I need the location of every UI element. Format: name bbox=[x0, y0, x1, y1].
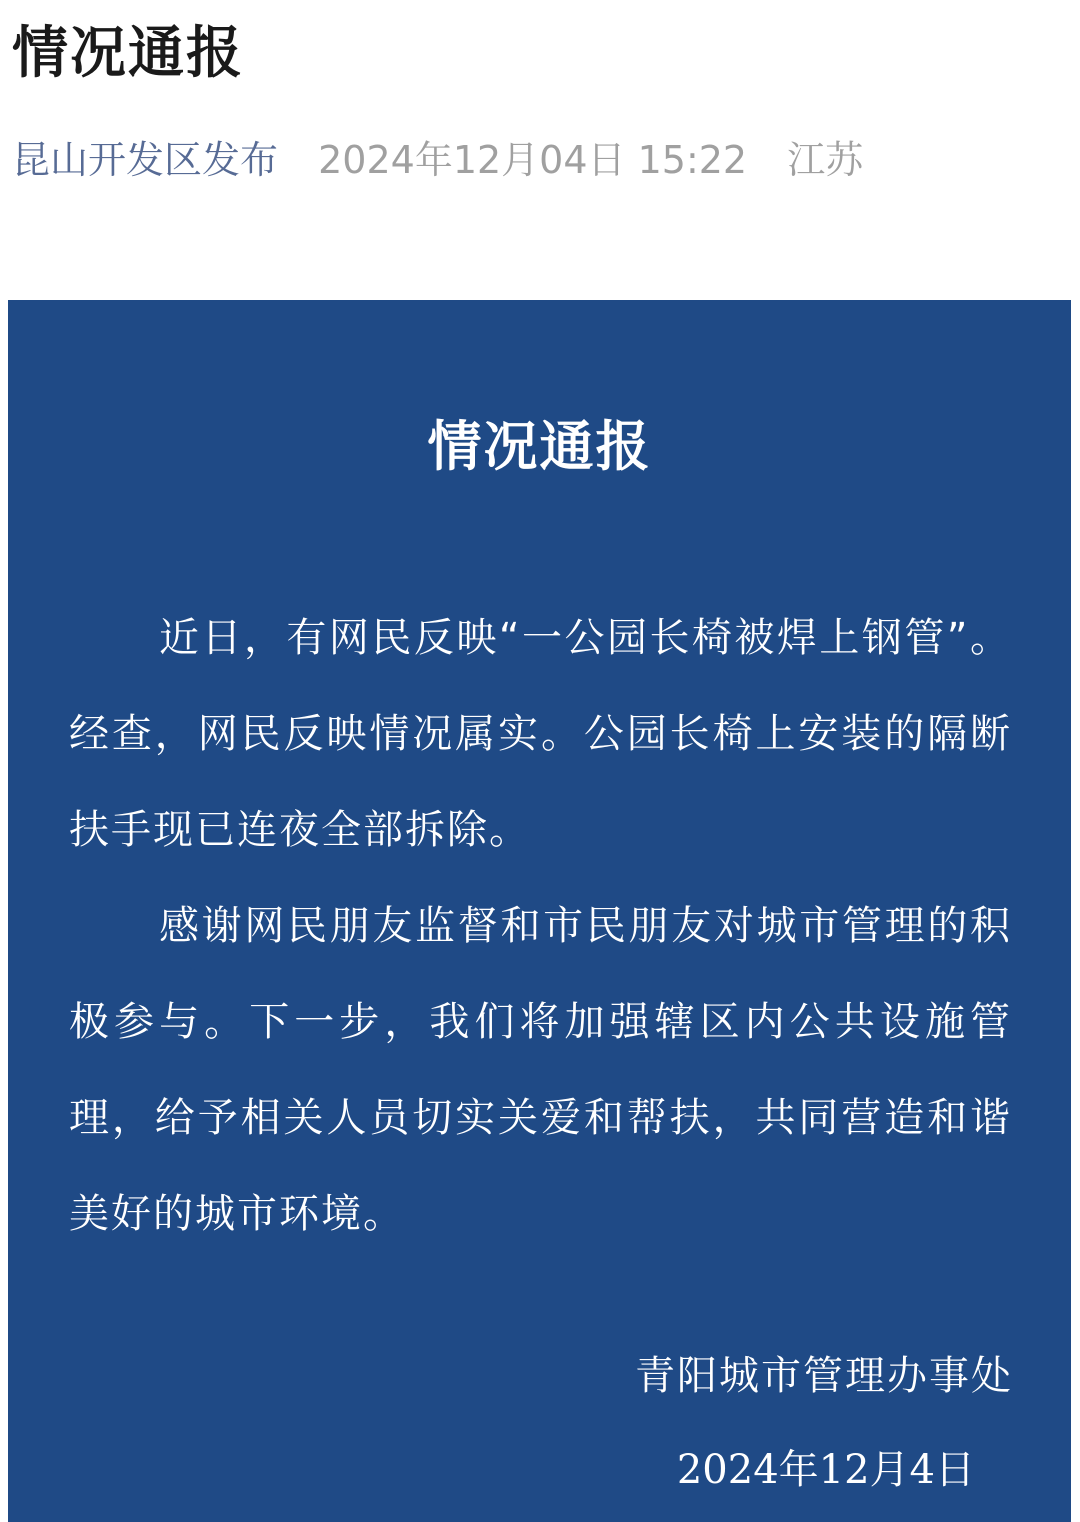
notice-signature: 青阳城市管理办事处 bbox=[635, 1353, 1013, 1399]
notice-heading: 情况通报 bbox=[427, 415, 652, 478]
notice-body bbox=[69, 590, 1012, 1262]
notice-paragraph: 感谢网民朋友监督和市民朋友对城市管理的积极参与。下一步，我们将加强辖区内公共设施管理，给予相关人员切实关爱和帮扶，共同营造和谐美好的城市环境。 bbox=[69, 903, 1012, 1237]
notice-date: 2024年12月4日 bbox=[676, 1447, 975, 1493]
publish-date: 2024年12月04日 15:22 bbox=[318, 138, 748, 182]
notice-paragraph: 近日，有网民反映“一公园长椅被焊上钢管”。经查，网民反映情况属实。公园长椅上安装的隔断扶手现已连夜全部拆除。 bbox=[69, 615, 1012, 853]
publish-location: 江苏 bbox=[787, 138, 864, 182]
notice-image[interactable] bbox=[8, 300, 1071, 1522]
article-title: 情况通报 bbox=[12, 21, 244, 86]
account-name-link[interactable]: 昆山开发区发布 bbox=[12, 138, 279, 182]
article-meta bbox=[12, 134, 863, 186]
